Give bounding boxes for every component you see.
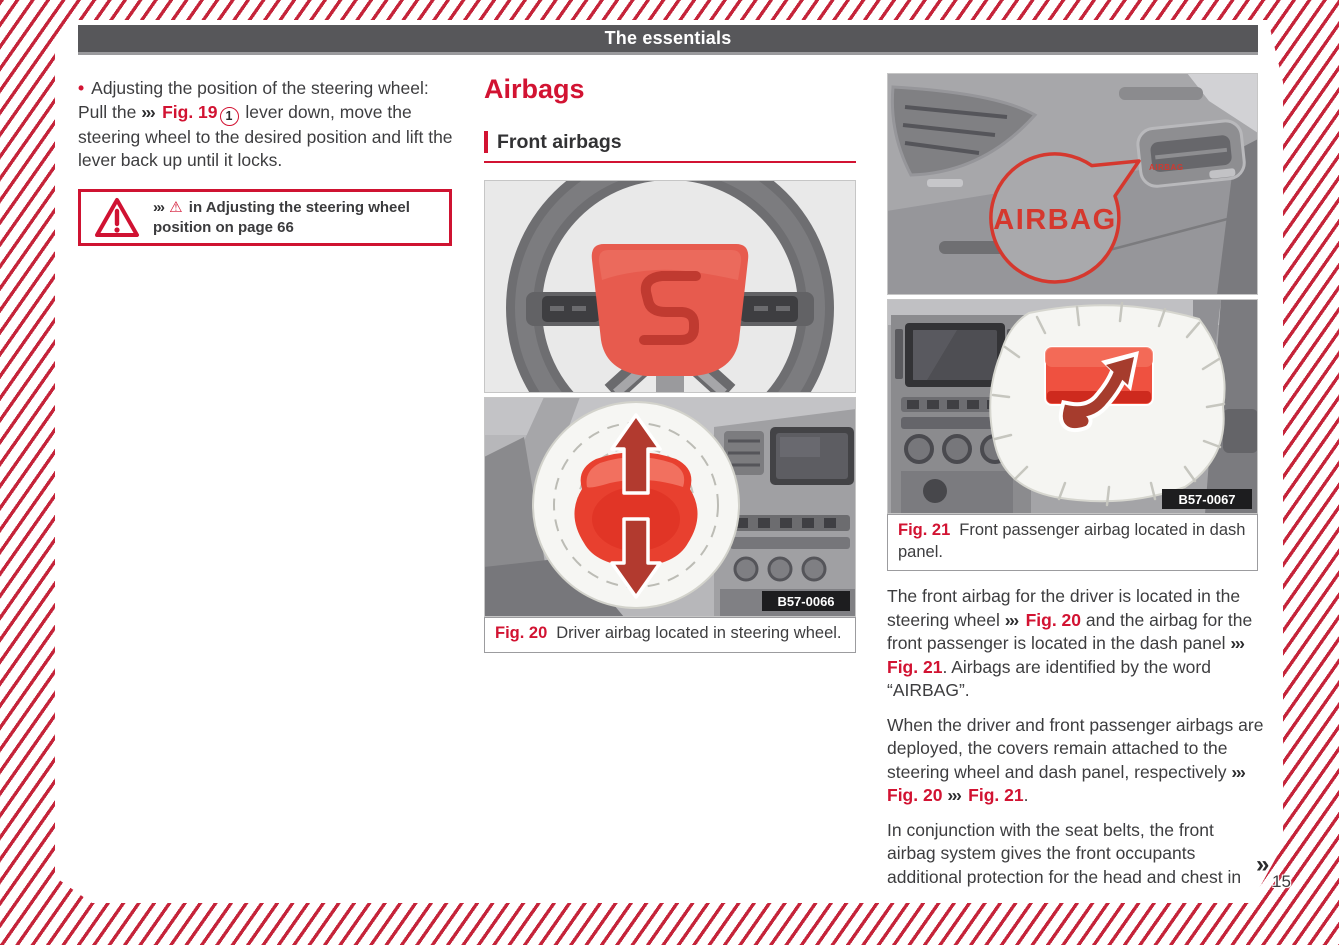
page-number: 15: [1272, 872, 1291, 891]
section-title-airbags: Airbags: [484, 74, 585, 104]
figure-21: [887, 73, 1258, 514]
image-code-label: [1162, 489, 1252, 509]
figure-21-caption: Fig. 21 Front passenger airbag located in dash panel.: [887, 514, 1258, 571]
airbags-body-text: [887, 585, 1265, 900]
subsection-title: Front airbags: [484, 131, 622, 153]
text-continues-marker: »: [1256, 851, 1269, 878]
driver-airbag-cover: [592, 244, 749, 376]
subsection-front-airbags: [484, 131, 856, 163]
svg-text:B57-0066: B57-0066: [777, 594, 835, 609]
deployed-driver-airbag-graphic: [533, 402, 739, 608]
paragraph-airbag-locations: The front airbag for the driver is located in the steering wheel ››› Fig. 20 and the airbag for the front passenger is located in the dash panel ››› Fig. 21. Airbags are identified by the word “AIRBAG”.: [887, 586, 1253, 700]
paragraph-text: Adjusting the position of the steering wheel: Pull the ››› Fig. 19 1 lever down, move the steering wheel to the desired position and lift the lever back up until it locks.: [78, 78, 453, 170]
fig20-photo-deployed-airbag: [484, 397, 856, 617]
chapter-header-bar: [78, 25, 1258, 55]
chapter-title: The essentials: [604, 28, 732, 48]
figure-20-caption: Fig. 20 Driver airbag located in steering wheel.: [484, 617, 856, 653]
warning-text: ››› ⚠ in Adjusting the steering wheel position on page 66: [153, 199, 410, 236]
paragraph-airbag-covers: When the driver and front passenger airbags are deployed, the covers remain attached to the steering wheel and dash panel, respectively ››› Fig. 20 ››› Fig. 21.: [887, 714, 1264, 805]
warning-box: [78, 189, 452, 246]
deployed-passenger-airbag-graphic: [990, 303, 1224, 505]
warning-triangle-icon: [81, 197, 153, 239]
airbag-callout-word: AIRBAG: [993, 204, 1117, 236]
paragraph-seat-belts: In conjunction with the seat belts, the front airbag system gives the front occupants additional protection for the head and chest in: [887, 819, 1242, 887]
figure-20: [484, 180, 856, 617]
airbag-dash-label: AIRBAG: [1149, 163, 1184, 172]
fig20-photo-steering-wheel: [484, 180, 856, 393]
steering-wheel-adjust-paragraph: [78, 77, 460, 173]
fig21-photo-dash-panel: [887, 73, 1258, 295]
image-code-label: [762, 591, 850, 611]
svg-text:B57-0067: B57-0067: [1178, 492, 1236, 507]
fig21-photo-deployed-passenger-airbag: [887, 299, 1258, 514]
list-bullet: •: [78, 78, 85, 98]
